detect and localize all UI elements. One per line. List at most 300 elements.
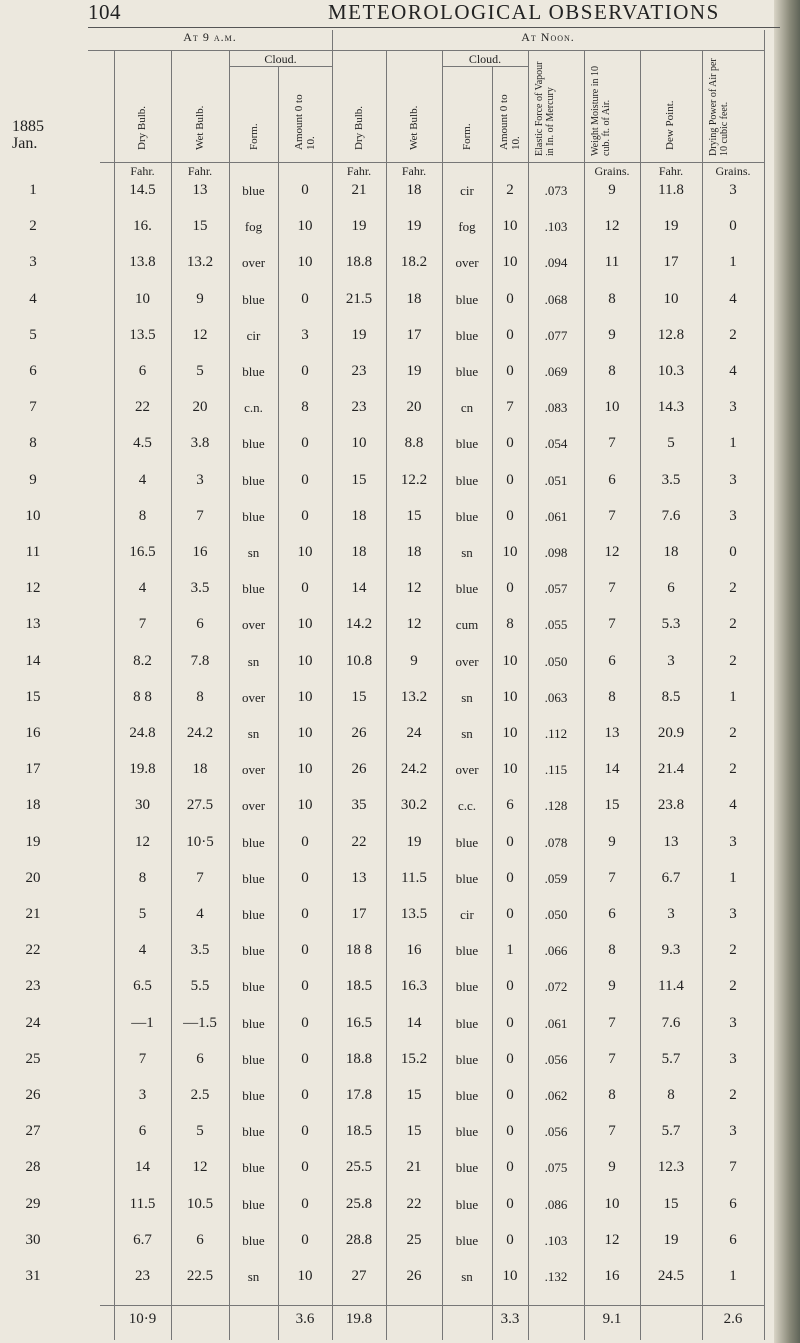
cell-dew-point: 7.6: [661, 1015, 681, 1031]
cell-dew-point: 3: [667, 653, 675, 669]
cell-noon-form: blue: [455, 1016, 479, 1031]
cell-am-dry-bulb: 4: [138, 580, 147, 596]
cell-drying-power: 2: [729, 1087, 737, 1103]
cell-am-wet-bulb: 12: [192, 1159, 208, 1175]
cell-am-form: blue: [242, 364, 265, 379]
cell-day: 16: [25, 725, 41, 741]
cell-am-form: blue: [242, 871, 265, 886]
cell-drying-power: 2: [729, 761, 737, 777]
cell-am-form: blue: [242, 509, 265, 524]
cell-am-dry-bulb: 6.5: [133, 978, 152, 994]
cell-am-wet-bulb: 7.8: [190, 653, 210, 669]
cell-noon-amount: 10: [502, 761, 518, 777]
cell-weight-moisture: 9: [608, 834, 616, 850]
cell-noon-form: blue: [455, 1052, 479, 1067]
cell-am-amount: 0: [301, 1051, 309, 1067]
cell-am-amount: 0: [301, 1123, 309, 1139]
cell-dew-point: 20.9: [657, 725, 685, 741]
cell-noon-form: sn: [461, 690, 473, 705]
cell-am-dry-bulb: 5: [138, 906, 147, 922]
cell-noon-dry-bulb: 35: [351, 797, 367, 813]
group-noon: At Noon.: [521, 30, 575, 44]
cell-noon-wet-bulb: 15.2: [400, 1051, 428, 1067]
cell-weight-moisture: 9: [608, 1159, 616, 1175]
cell-am-form: blue: [242, 979, 265, 994]
cell-am-form: blue: [242, 907, 265, 922]
cell-elastic-force: .069: [544, 364, 568, 379]
year: 1885: [12, 118, 44, 135]
cell-noon-dry-bulb: 18.5: [345, 978, 373, 994]
cell-dew-point: 5.7: [661, 1051, 681, 1067]
cell-noon-form: blue: [455, 1197, 479, 1212]
rule-under-headers: [100, 162, 764, 163]
unit-am-dry: Fahr.: [130, 164, 155, 178]
cell-am-amount: 8: [301, 399, 309, 415]
header-am-wet-bulb: Wet Bulb.: [194, 105, 206, 150]
cell-am-form: over: [241, 798, 266, 813]
cell-noon-dry-bulb: 16.5: [345, 1015, 373, 1031]
cell-am-wet-bulb: 8: [196, 689, 204, 705]
cell-weight-moisture: 8: [608, 363, 616, 379]
cell-noon-dry-bulb: 18.5: [345, 1123, 373, 1139]
cell-am-wet-bulb: 2.5: [190, 1087, 210, 1103]
cell-noon-amount: 10: [502, 689, 518, 705]
cell-day: 28: [25, 1159, 41, 1175]
cell-noon-dry-bulb: 10: [351, 435, 367, 451]
cell-dew-point: 14.3: [657, 399, 685, 415]
cell-elastic-force: .072: [544, 979, 568, 994]
cell-drying-power: 2: [729, 653, 737, 669]
cell-am-wet-bulb: 7: [196, 870, 204, 886]
cell-noon-amount: 1: [506, 942, 514, 958]
cell-noon-wet-bulb: 22: [406, 1196, 422, 1212]
cell-noon-amount: 0: [506, 580, 514, 596]
cell-dew-point: 17: [663, 254, 679, 270]
cell-am-wet-bulb: —1.5: [183, 1015, 217, 1031]
mean-drying: 2.6: [723, 1311, 743, 1327]
cell-noon-wet-bulb: 24: [406, 725, 422, 741]
cell-am-form: blue: [242, 1052, 265, 1067]
cell-weight-moisture: 9: [608, 327, 616, 343]
cell-noon-dry-bulb: 22: [351, 834, 367, 850]
cell-dew-point: 13: [663, 834, 679, 850]
cell-weight-moisture: 8: [608, 689, 616, 705]
cell-weight-moisture: 16: [604, 1268, 620, 1284]
cell-noon-amount: 0: [506, 327, 514, 343]
cell-noon-amount: 6: [506, 797, 514, 813]
cell-drying-power: 1: [729, 435, 737, 451]
cell-am-dry-bulb: 4.5: [133, 435, 152, 451]
cell-weight-moisture: 6: [608, 653, 616, 669]
unit-am-wet: Fahr.: [187, 164, 213, 178]
cell-noon-wet-bulb: 13.5: [400, 906, 428, 922]
cell-drying-power: 7: [729, 1159, 737, 1175]
cell-noon-amount: 10: [502, 1268, 518, 1284]
cell-elastic-force: .054: [544, 436, 568, 451]
cell-am-wet-bulb: 22.5: [186, 1268, 214, 1284]
cell-am-form: sn: [247, 545, 260, 560]
cell-noon-form: blue: [455, 979, 479, 994]
cell-noon-wet-bulb: 8.8: [404, 435, 424, 451]
cell-day: 23: [25, 978, 41, 994]
cell-weight-moisture: 7: [608, 580, 616, 596]
cell-drying-power: 1: [729, 870, 737, 886]
cell-noon-amount: 0: [506, 1015, 514, 1031]
cell-noon-dry-bulb: 18 8: [345, 942, 373, 958]
cell-day: 25: [25, 1051, 41, 1067]
cell-noon-form: blue: [455, 1124, 479, 1139]
cell-am-wet-bulb: 16: [192, 544, 208, 560]
cell-weight-moisture: 12: [604, 218, 620, 234]
cell-am-amount: 10: [297, 797, 313, 813]
cell-am-amount: 3: [301, 327, 309, 343]
cell-am-wet-bulb: 10.5: [186, 1196, 214, 1212]
cell-noon-form: blue: [455, 581, 479, 596]
mean-weight: 9.1: [602, 1311, 622, 1327]
cell-am-form: over: [241, 762, 266, 777]
cell-drying-power: 0: [729, 218, 737, 234]
cell-noon-wet-bulb: 26: [406, 1268, 422, 1284]
cell-drying-power: 6: [729, 1196, 737, 1212]
cell-dew-point: 7.6: [661, 508, 681, 524]
cell-noon-wet-bulb: 20: [406, 399, 422, 415]
cell-noon-form: cir: [460, 907, 474, 922]
cell-am-amount: 10: [297, 616, 313, 632]
cell-noon-wet-bulb: 13.2: [400, 689, 428, 705]
cell-noon-dry-bulb: 18.8: [345, 1051, 373, 1067]
cell-day: 5: [29, 327, 37, 343]
cell-noon-form: over: [455, 654, 479, 669]
cell-day: 12: [25, 580, 41, 596]
cell-am-amount: 0: [301, 1196, 309, 1212]
cell-am-form: blue: [242, 1124, 265, 1139]
cell-noon-amount: 0: [506, 1159, 514, 1175]
cell-noon-form: blue: [455, 1160, 479, 1175]
cell-am-dry-bulb: 30: [135, 797, 150, 813]
cell-noon-wet-bulb: 19: [406, 363, 422, 379]
cell-day: 6: [29, 363, 37, 379]
cell-day: 11: [25, 544, 41, 560]
cell-drying-power: 1: [729, 1268, 737, 1284]
cell-elastic-force: .112: [544, 726, 568, 741]
cell-am-dry-bulb: 24.8: [129, 725, 156, 741]
cell-dew-point: 3: [667, 906, 675, 922]
cell-am-form: fog: [244, 219, 263, 234]
cell-noon-amount: 0: [506, 906, 514, 922]
cell-drying-power: 3: [729, 1051, 737, 1067]
cell-am-wet-bulb: 9: [196, 291, 204, 307]
cell-noon-form: blue: [455, 292, 479, 307]
cell-day: 26: [25, 1087, 41, 1103]
cell-dew-point: 21.4: [657, 761, 685, 777]
cell-day: 30: [25, 1232, 41, 1248]
cell-am-wet-bulb: 10·5: [186, 834, 214, 850]
cell-noon-dry-bulb: 18: [351, 544, 367, 560]
cell-day: 2: [29, 218, 37, 234]
cell-noon-dry-bulb: 13: [351, 870, 367, 886]
cell-drying-power: 3: [729, 1015, 737, 1031]
cell-weight-moisture: 9: [608, 182, 616, 198]
cell-am-wet-bulb: 18: [192, 761, 208, 777]
cell-am-amount: 0: [301, 182, 309, 198]
cell-am-dry-bulb: 14: [135, 1159, 150, 1175]
cell-noon-dry-bulb: 25.8: [345, 1196, 373, 1212]
cell-am-form: blue: [242, 835, 265, 850]
unit-drying: Grains.: [715, 164, 751, 178]
cell-noon-form: over: [455, 762, 479, 777]
cell-am-form: blue: [242, 1016, 265, 1031]
cell-noon-wet-bulb: 15: [406, 1123, 422, 1139]
cell-noon-wet-bulb: 18: [406, 182, 422, 198]
cell-noon-form: sn: [461, 726, 473, 741]
cell-am-wet-bulb: 6: [196, 1232, 204, 1248]
rule-under-groups: [88, 50, 764, 51]
cell-elastic-force: .068: [544, 292, 568, 307]
cell-dew-point: 18: [663, 544, 679, 560]
cell-elastic-force: .078: [544, 835, 568, 850]
cell-drying-power: 2: [729, 616, 737, 632]
cell-noon-form: blue: [455, 436, 479, 451]
cell-drying-power: 4: [729, 797, 737, 813]
cell-am-amount: 10: [297, 689, 313, 705]
header-noon-form: Form.: [461, 123, 473, 150]
cell-drying-power: 3: [729, 508, 737, 524]
cell-dew-point: 10: [663, 291, 679, 307]
cell-am-dry-bulb: 7: [138, 1051, 147, 1067]
year-month-label: [12, 118, 44, 152]
cell-weight-moisture: 7: [608, 616, 616, 632]
cell-noon-wet-bulb: 11.5: [401, 870, 427, 886]
cell-drying-power: 6: [729, 1232, 737, 1248]
cell-noon-form: fog: [458, 219, 476, 234]
month: Jan.: [12, 135, 38, 152]
cell-am-amount: 0: [301, 580, 309, 596]
cell-noon-dry-bulb: 18: [351, 508, 367, 524]
cell-noon-wet-bulb: 15: [406, 1087, 422, 1103]
cell-noon-amount: 0: [506, 363, 514, 379]
cell-am-amount: 0: [301, 1015, 309, 1031]
cell-dew-point: 5.3: [661, 616, 681, 632]
cell-am-wet-bulb: 27.5: [186, 797, 214, 813]
cell-am-wet-bulb: 12: [192, 327, 208, 343]
cell-weight-moisture: 8: [608, 942, 616, 958]
mean-am-dry: 10·9: [128, 1311, 157, 1327]
cell-elastic-force: .077: [544, 328, 568, 343]
cell-noon-form: sn: [461, 545, 473, 560]
cell-weight-moisture: 6: [608, 472, 616, 488]
cell-weight-moisture: 7: [608, 1015, 616, 1031]
rule-above-means: [100, 1305, 764, 1306]
cell-elastic-force: .061: [544, 509, 568, 524]
cell-noon-dry-bulb: 19: [351, 218, 367, 234]
cell-am-form: blue: [242, 1088, 265, 1103]
cell-dew-point: 10.3: [657, 363, 685, 379]
cell-am-dry-bulb: 11.5: [129, 1196, 156, 1212]
cell-am-amount: 10: [297, 653, 313, 669]
cell-elastic-force: .094: [544, 255, 568, 270]
cell-weight-moisture: 15: [604, 797, 620, 813]
cell-am-dry-bulb: 13.8: [129, 254, 156, 270]
cell-am-amount: 0: [301, 363, 309, 379]
cell-noon-wet-bulb: 14: [406, 1015, 422, 1031]
cell-noon-amount: 7: [506, 399, 514, 415]
cell-am-dry-bulb: 8.2: [133, 653, 152, 669]
cell-am-form: blue: [242, 581, 265, 596]
cell-am-dry-bulb: 10: [135, 291, 150, 307]
cell-am-dry-bulb: 4: [138, 942, 147, 958]
cloud-header-am: Cloud.: [264, 52, 297, 66]
cell-am-dry-bulb: 8: [138, 870, 147, 886]
cell-dew-point: 24.5: [657, 1268, 685, 1284]
cell-elastic-force: .050: [544, 907, 568, 922]
cell-day: 10: [25, 508, 41, 524]
cell-am-form: sn: [247, 654, 260, 669]
cell-noon-wet-bulb: 18: [406, 544, 422, 560]
cell-am-dry-bulb: 8: [138, 508, 147, 524]
cell-noon-form: c.c.: [457, 798, 477, 813]
running-head: METEOROLOGICAL OBSERVATIONS: [328, 0, 720, 24]
cell-am-amount: 10: [297, 544, 313, 560]
cell-weight-moisture: 9: [608, 978, 616, 994]
cell-elastic-force: .103: [544, 219, 568, 234]
cell-noon-wet-bulb: 17: [406, 327, 422, 343]
cell-am-amount: 0: [301, 435, 309, 451]
cell-dew-point: 8.5: [661, 689, 681, 705]
cell-am-amount: 0: [301, 942, 309, 958]
cell-elastic-force: .128: [544, 798, 568, 813]
cell-am-dry-bulb: 23: [135, 1268, 150, 1284]
cell-am-wet-bulb: 13: [192, 182, 208, 198]
cell-noon-amount: 0: [506, 508, 514, 524]
cell-am-wet-bulb: 4: [196, 906, 204, 922]
cell-am-form: blue: [242, 183, 265, 198]
cell-am-form: blue: [242, 1160, 265, 1175]
cell-elastic-force: .061: [544, 1016, 568, 1031]
cell-noon-wet-bulb: 18.2: [400, 254, 428, 270]
cell-weight-moisture: 10: [604, 399, 620, 415]
cell-drying-power: 2: [729, 327, 737, 343]
cell-day: 7: [29, 399, 37, 415]
cell-day: 21: [25, 906, 41, 922]
cell-am-form: over: [241, 255, 266, 270]
cell-drying-power: 3: [729, 834, 737, 850]
cell-noon-form: cum: [455, 617, 479, 632]
cell-weight-moisture: 12: [604, 1232, 620, 1248]
cell-noon-amount: 0: [506, 1123, 514, 1139]
cell-day: 13: [25, 616, 41, 632]
cell-day: 31: [25, 1268, 41, 1284]
cell-day: 8: [29, 435, 37, 451]
cell-am-dry-bulb: 13.5: [129, 327, 156, 343]
cell-am-dry-bulb: 16.: [133, 218, 152, 234]
cell-weight-moisture: 7: [608, 435, 616, 451]
cell-elastic-force: .056: [544, 1124, 568, 1139]
cell-am-dry-bulb: 14.5: [129, 182, 156, 198]
cell-noon-amount: 10: [502, 254, 518, 270]
cell-noon-wet-bulb: 21: [406, 1159, 422, 1175]
cell-elastic-force: .083: [544, 400, 568, 415]
cell-noon-dry-bulb: 15: [351, 472, 367, 488]
cell-elastic-force: .098: [544, 545, 568, 560]
cell-am-wet-bulb: 3.5: [190, 580, 210, 596]
cell-noon-dry-bulb: 23: [351, 399, 367, 415]
cell-am-form: blue: [242, 292, 265, 307]
cell-weight-moisture: 7: [608, 1123, 616, 1139]
cell-noon-form: blue: [455, 943, 479, 958]
cell-am-amount: 0: [301, 1087, 309, 1103]
cell-am-amount: 10: [297, 218, 313, 234]
cell-am-dry-bulb: —1: [131, 1015, 154, 1031]
cell-noon-wet-bulb: 12: [406, 616, 422, 632]
cell-am-amount: 0: [301, 291, 309, 307]
cell-elastic-force: .132: [544, 1269, 568, 1284]
cell-am-wet-bulb: 24.2: [186, 725, 214, 741]
cell-elastic-force: .051: [544, 473, 568, 488]
cell-noon-form: blue: [455, 1088, 479, 1103]
cell-noon-wet-bulb: 25: [406, 1232, 422, 1248]
cell-noon-dry-bulb: 26: [351, 725, 367, 741]
cell-am-amount: 0: [301, 508, 309, 524]
group-am: At 9 a.m.: [183, 30, 237, 44]
cell-elastic-force: .050: [544, 654, 568, 669]
cell-am-form: sn: [247, 1269, 260, 1284]
cell-noon-amount: 8: [506, 616, 514, 632]
cell-am-wet-bulb: 20: [192, 399, 208, 415]
cell-am-wet-bulb: 5: [196, 1123, 204, 1139]
cell-noon-wet-bulb: 30.2: [400, 797, 428, 813]
cell-day: 19: [25, 834, 41, 850]
cell-am-amount: 0: [301, 870, 309, 886]
cell-am-wet-bulb: 15: [192, 218, 208, 234]
cell-am-amount: 10: [297, 1268, 313, 1284]
cell-day: 9: [29, 472, 37, 488]
cell-drying-power: 2: [729, 978, 737, 994]
cell-elastic-force: .073: [544, 183, 568, 198]
cell-day: 18: [25, 797, 41, 813]
cell-noon-amount: 0: [506, 1087, 514, 1103]
cell-noon-amount: 0: [506, 870, 514, 886]
cell-noon-dry-bulb: 27: [351, 1268, 367, 1284]
cell-am-wet-bulb: 6: [196, 1051, 204, 1067]
cell-noon-dry-bulb: 17: [351, 906, 367, 922]
cell-noon-form: sn: [461, 1269, 473, 1284]
cell-weight-moisture: 11: [604, 254, 620, 270]
cell-am-wet-bulb: 13.2: [186, 254, 214, 270]
book-edge: [774, 0, 800, 1343]
cell-elastic-force: .066: [544, 943, 568, 958]
cell-am-dry-bulb: 22: [135, 399, 150, 415]
cell-am-dry-bulb: 4: [138, 472, 147, 488]
cell-weight-moisture: 7: [608, 870, 616, 886]
cell-noon-dry-bulb: 18.8: [345, 254, 373, 270]
cell-dew-point: 11.4: [658, 978, 684, 994]
cell-noon-dry-bulb: 25.5: [345, 1159, 373, 1175]
cell-day: 20: [25, 870, 41, 886]
cell-am-wet-bulb: 3.5: [190, 942, 210, 958]
cell-weight-moisture: 8: [608, 1087, 616, 1103]
cell-drying-power: 2: [729, 580, 737, 596]
cell-am-dry-bulb: 19.8: [129, 761, 156, 777]
cell-day: 29: [25, 1196, 41, 1212]
cell-noon-wet-bulb: 12.2: [400, 472, 428, 488]
unit-dew: Fahr.: [658, 164, 684, 178]
cell-am-amount: 0: [301, 906, 309, 922]
cell-drying-power: 4: [729, 363, 737, 379]
cell-noon-form: blue: [455, 364, 479, 379]
cell-noon-dry-bulb: 21.5: [345, 291, 373, 307]
page-number: 104: [88, 0, 121, 24]
cell-noon-dry-bulb: 19: [351, 327, 367, 343]
